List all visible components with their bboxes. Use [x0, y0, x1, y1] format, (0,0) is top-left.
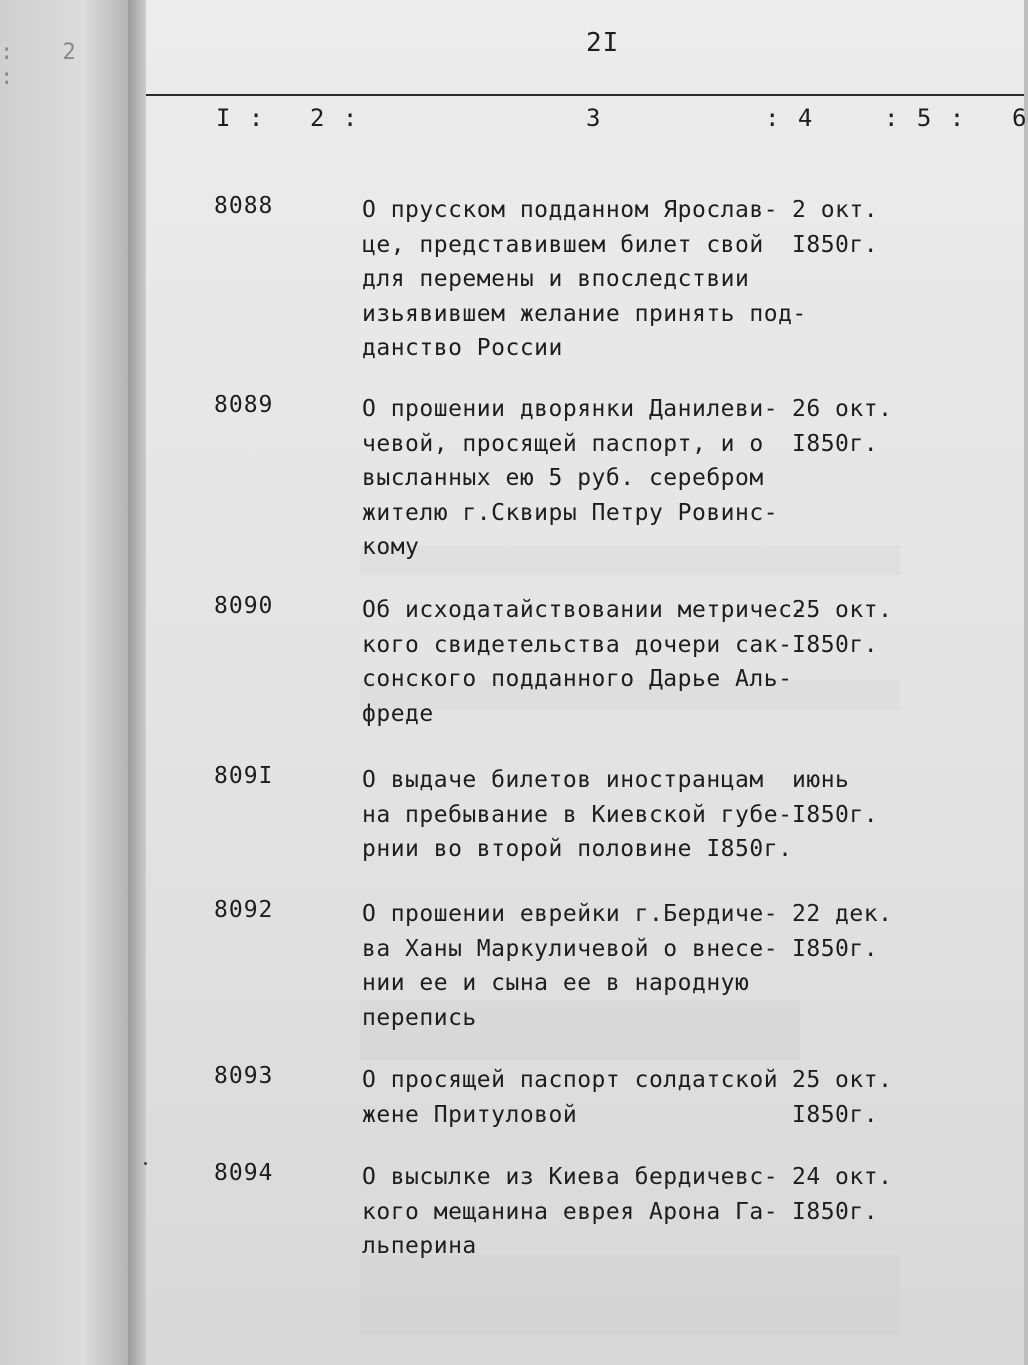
description-line: О прошении еврейки г.Бердиче- — [362, 901, 779, 927]
description-line: нии ее и сына ее в народную — [362, 970, 750, 996]
entry-description — [362, 763, 793, 867]
date-line: 24 окт. — [792, 1164, 893, 1190]
header-rule — [146, 94, 1024, 96]
column-header-1: I : — [216, 104, 266, 132]
description-line: це, представившем билет свой — [362, 231, 764, 258]
entry-date — [792, 763, 902, 832]
entry-number: 8090 — [214, 593, 274, 619]
description-line: О прошении дворянки Данилеви- — [362, 396, 779, 422]
entry-description — [362, 1160, 782, 1264]
entry-date — [792, 1160, 902, 1229]
description-line: для перемены и впоследствии — [362, 266, 750, 292]
description-line: рнии во второй половине I850г. — [362, 836, 793, 862]
entry-date — [792, 1063, 902, 1132]
description-line: фреде — [362, 700, 434, 727]
description-line: кого мещанина еврея Арона Га- — [362, 1198, 779, 1225]
date-line: I850г. — [792, 801, 879, 828]
date-line: I850г. — [792, 1198, 879, 1225]
description-line: ва Ханы Маркуличевой о внесе- — [362, 935, 779, 962]
description-line: кому — [362, 534, 420, 560]
entry-number: 809I — [214, 763, 274, 789]
date-line: I850г. — [792, 935, 879, 962]
description-line: чевой, просящей паспорт, и о — [362, 430, 764, 457]
date-line: I850г. — [792, 231, 879, 258]
ink-speck — [144, 1162, 147, 1165]
date-line: июнь — [792, 767, 850, 793]
entry-description — [362, 593, 807, 731]
entry-date — [792, 897, 902, 966]
description-line: изьявившем желание принять под- — [362, 300, 807, 327]
left-page-column-header: : 2 : — [0, 40, 94, 90]
date-line: 22 дек. — [792, 901, 893, 927]
description-line: жителю г.Сквиры Петру Ровинс- — [362, 499, 779, 526]
date-line: 2 окт. — [792, 197, 879, 223]
column-header-3: 3 — [586, 104, 603, 132]
description-line: Об исходатайствовании метричес- — [362, 597, 807, 623]
entry-date — [792, 392, 902, 461]
description-line: О просящей паспорт солдатской — [362, 1067, 779, 1093]
date-line: I850г. — [792, 631, 879, 658]
description-line: кого свидетельства дочери сак- — [362, 631, 793, 658]
column-header-2: 2 : — [310, 104, 360, 132]
date-line: 25 окт. — [792, 597, 893, 623]
column-header-6: 6 — [1012, 104, 1028, 132]
bleed-through-shadow — [360, 1255, 900, 1335]
date-line: 26 окт. — [792, 396, 893, 422]
entry-date — [792, 593, 902, 662]
date-line: I850г. — [792, 430, 879, 457]
description-line: О выдаче билетов иностранцам — [362, 767, 764, 793]
entry-description — [362, 392, 782, 565]
description-line: сонского подданного Дарье Аль- — [362, 666, 793, 692]
date-line: I850г. — [792, 1101, 879, 1128]
description-line: жене Притуловой — [362, 1101, 578, 1128]
entry-number: 8092 — [214, 897, 274, 923]
entry-number: 8089 — [214, 392, 274, 418]
description-line: О прусском подданном Ярослав- — [362, 197, 779, 223]
entry-number: 8094 — [214, 1160, 274, 1186]
entry-number: 8093 — [214, 1063, 274, 1089]
date-line: 25 окт. — [792, 1067, 893, 1093]
column-header-4: : 4 — [765, 104, 815, 132]
left-page-edge — [0, 0, 140, 1365]
entry-description — [362, 1063, 782, 1132]
description-line: высланных ею 5 руб. серебром — [362, 465, 764, 491]
entry-description — [362, 193, 807, 366]
description-line: перепись — [362, 1004, 477, 1031]
description-line: О высылке из Киева бердичевс- — [362, 1164, 779, 1190]
entry-description — [362, 897, 782, 1035]
description-line: льперина — [362, 1233, 477, 1259]
entry-date — [792, 193, 902, 262]
description-line: данство России — [362, 335, 563, 361]
description-line: на пребывание в Киевской губе- — [362, 801, 793, 828]
entry-number: 8088 — [214, 193, 274, 219]
page-number: 2I — [586, 28, 620, 58]
column-header-5: : 5 : — [884, 104, 967, 132]
